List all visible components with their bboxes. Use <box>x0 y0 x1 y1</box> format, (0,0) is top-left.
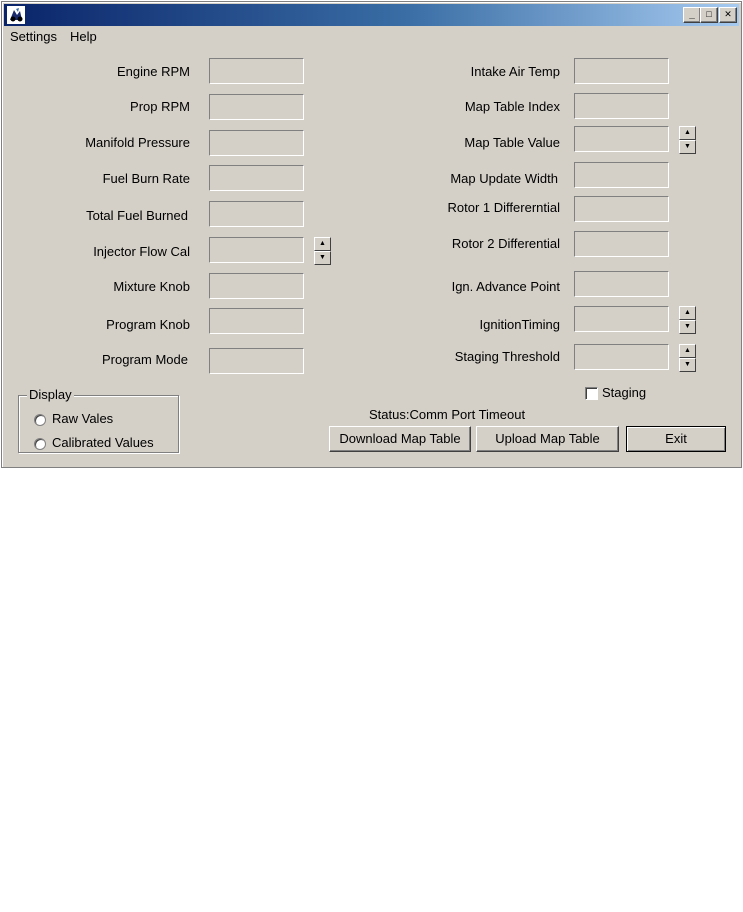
label-total-fuel-burned: Total Fuel Burned <box>86 208 188 223</box>
staging-threshold-spinner[interactable] <box>679 344 696 372</box>
status-text: Status:Comm Port Timeout <box>369 407 526 422</box>
calibrated-values-radio[interactable] <box>34 438 46 450</box>
manifold-pressure-field[interactable] <box>209 130 304 156</box>
spinner-up-arrow-icon[interactable]: ▲ <box>679 306 696 320</box>
total-fuel-burned-field[interactable] <box>209 201 304 227</box>
calibrated-values-label: Calibrated Values <box>52 435 154 450</box>
label-map-table-value: Map Table Value <box>464 135 560 150</box>
maximize-button[interactable]: □ <box>700 7 718 23</box>
engine-rpm-field[interactable] <box>209 58 304 84</box>
label-prop-rpm: Prop RPM <box>130 99 190 114</box>
spinner-down-arrow-icon[interactable]: ▼ <box>314 251 331 265</box>
injector-flow-cal-spinner[interactable] <box>314 237 331 265</box>
exit-button[interactable]: Exit <box>626 426 726 452</box>
map-table-value-spinner[interactable] <box>679 126 696 154</box>
spinner-up-arrow-icon[interactable]: ▲ <box>679 126 696 140</box>
label-staging-threshold: Staging Threshold <box>454 349 560 364</box>
map-update-width-field[interactable] <box>574 162 669 188</box>
close-button[interactable]: ✕ <box>719 7 737 23</box>
label-fuel-burn-rate: Fuel Burn Rate <box>102 171 190 186</box>
spinner-down-arrow-icon[interactable]: ▼ <box>679 320 696 334</box>
menu-bar <box>4 27 739 45</box>
map-table-value-field[interactable] <box>574 126 669 152</box>
label-program-knob: Program Knob <box>106 317 190 332</box>
staging-threshold-field[interactable] <box>574 344 669 370</box>
label-rotor-2-differential: Rotor 2 Differential <box>451 236 560 251</box>
menu-help[interactable]: Help <box>70 29 97 44</box>
label-injector-flow-cal: Injector Flow Cal <box>93 244 190 259</box>
ignition-timing-field[interactable] <box>574 306 669 332</box>
mixture-knob-field[interactable] <box>209 273 304 299</box>
spinner-up-arrow-icon[interactable]: ▲ <box>679 344 696 358</box>
title-bar[interactable] <box>4 4 739 26</box>
prop-rpm-field[interactable] <box>209 94 304 120</box>
staging-checkbox-label: Staging <box>602 385 647 400</box>
label-ign-advance-point: Ign. Advance Point <box>451 279 560 294</box>
display-groupbox <box>18 387 179 453</box>
ign-advance-point-field[interactable] <box>574 271 669 297</box>
label-manifold-pressure: Manifold Pressure <box>85 135 190 150</box>
main-window <box>1 1 742 468</box>
label-ignition-timing: IgnitionTiming <box>479 317 560 332</box>
rotor-2-differential-field[interactable] <box>574 231 669 257</box>
display-group-title: Display <box>29 387 72 402</box>
menu-settings[interactable]: Settings <box>10 29 57 44</box>
app-icon[interactable] <box>7 6 25 24</box>
injector-flow-cal-field[interactable] <box>209 237 304 263</box>
label-map-update-width: Map Update Width <box>450 171 558 186</box>
download-map-table-button[interactable]: Download Map Table <box>329 426 471 452</box>
fuel-burn-rate-field[interactable] <box>209 165 304 191</box>
staging-checkbox[interactable] <box>585 387 598 400</box>
label-program-mode: Program Mode <box>102 352 188 367</box>
program-mode-field[interactable] <box>209 348 304 374</box>
label-map-table-index: Map Table Index <box>464 99 560 114</box>
spinner-up-arrow-icon[interactable]: ▲ <box>314 237 331 251</box>
rotor-1-differential-field[interactable] <box>574 196 669 222</box>
upload-map-table-button[interactable]: Upload Map Table <box>476 426 619 452</box>
raw-values-radio[interactable] <box>34 414 46 426</box>
program-knob-field[interactable] <box>209 308 304 334</box>
label-engine-rpm: Engine RPM <box>117 64 190 79</box>
label-mixture-knob: Mixture Knob <box>113 279 190 294</box>
minimize-button[interactable]: _ <box>683 7 701 23</box>
ignition-timing-spinner[interactable] <box>679 306 696 334</box>
raw-values-label: Raw Vales <box>52 411 114 426</box>
spinner-down-arrow-icon[interactable]: ▼ <box>679 140 696 154</box>
spinner-down-arrow-icon[interactable]: ▼ <box>679 358 696 372</box>
label-intake-air-temp: Intake Air Temp <box>470 64 560 79</box>
map-table-index-field[interactable] <box>574 93 669 119</box>
label-rotor-1-differential: Rotor 1 Differerntial <box>447 200 560 215</box>
intake-air-temp-field[interactable] <box>574 58 669 84</box>
